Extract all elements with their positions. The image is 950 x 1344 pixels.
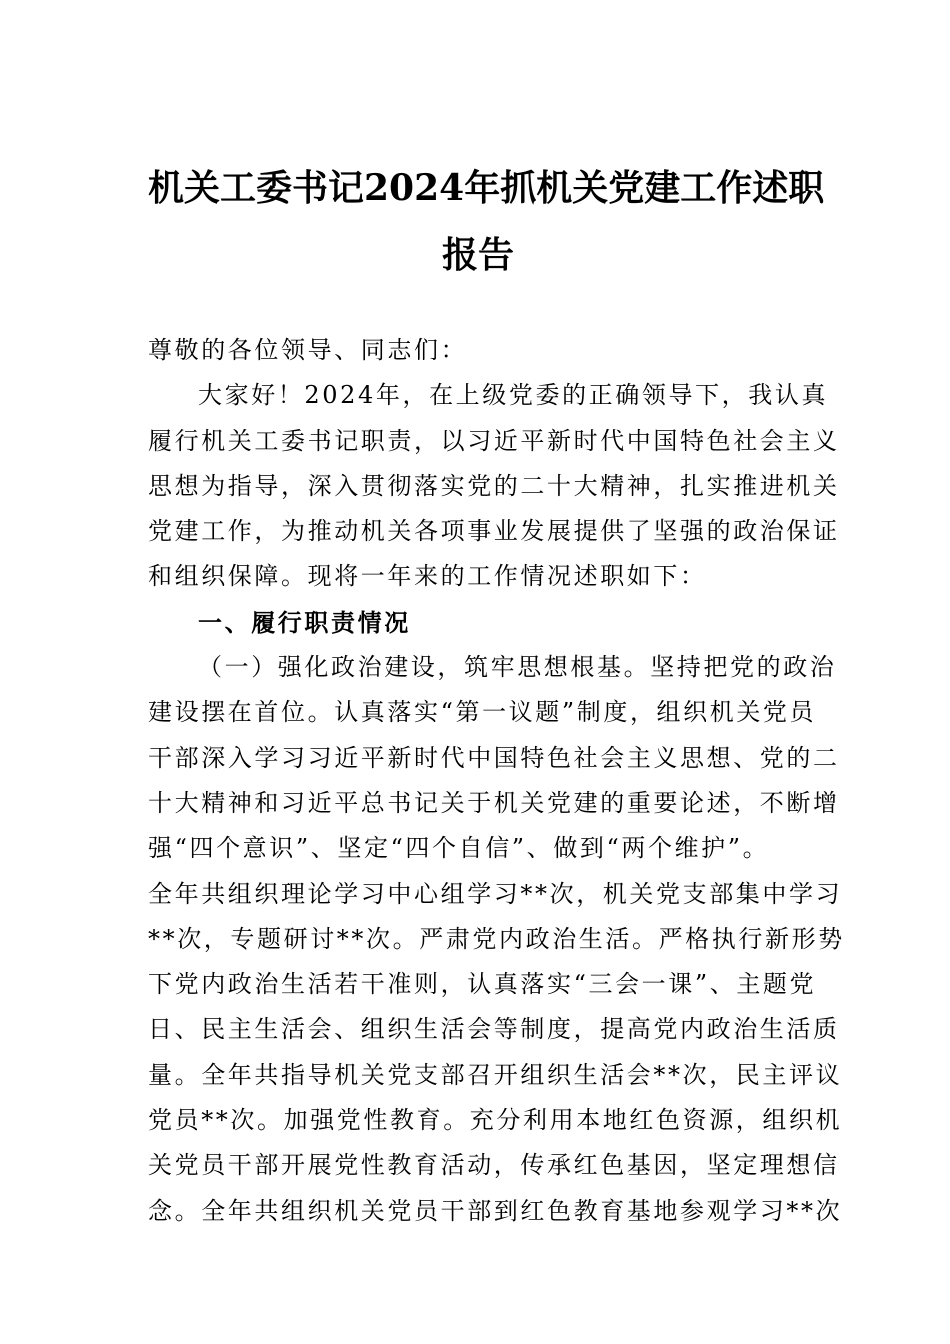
document-body bbox=[148, 328, 845, 1234]
paragraph-line: 日、民主生活会、组织生活会等制度，提高党内政治生活质 bbox=[148, 1015, 840, 1044]
paragraph-line: 下党内政治生活若干准则，认真落实“三会一课”、主题党 bbox=[148, 970, 817, 999]
paragraph-line: 履行机关工委书记职责，以习近平新时代中国特色社会主义 bbox=[148, 426, 840, 455]
paragraph-line: 思想为指导，深入贯彻落实党的二十大精神，扎实推进机关 bbox=[148, 471, 840, 500]
section-heading: 一、履行职责情况 bbox=[198, 607, 411, 637]
paragraph-line: 量。全年共指导机关党支部召开组织生活会**次，民主评议 bbox=[148, 1060, 843, 1089]
paragraph-line: 建设摆在首位。认真落实“第一议题”制度，组织机关党员 bbox=[148, 698, 817, 727]
paragraph-line: 和组织保障。现将一年来的工作情况述职如下： bbox=[148, 562, 707, 591]
paragraph-line: 全年共组织理论学习中心组学习**次，机关党支部集中学习 bbox=[148, 879, 843, 908]
paragraph-line: 党员**次。加强党性教育。充分利用本地红色资源，组织机 bbox=[148, 1106, 843, 1135]
document-title-line-2: 报告 bbox=[441, 234, 514, 276]
paragraph-line: 大家好！2024年，在上级党委的正确领导下，我认真 bbox=[198, 381, 829, 410]
paragraph-line: **次，专题研讨**次。严肃党内政治生活。严格执行新形势 bbox=[148, 924, 845, 953]
paragraph-line: 党建工作，为推动机关各项事业发展提供了坚强的政治保证 bbox=[148, 517, 840, 546]
paragraph-line: 十大精神和习近平总书记关于机关党建的重要论述，不断增 bbox=[148, 788, 840, 817]
document-title-line-1: 机关工委书记2024年抓机关党建工作述职 bbox=[148, 167, 825, 209]
salutation: 尊敬的各位领导、同志们： bbox=[148, 336, 468, 364]
paragraph-line: （一）强化政治建设，筑牢思想根基。坚持把党的政治 bbox=[198, 653, 837, 682]
paragraph-line: 强“四个意识”、坚定“四个自信”、做到“两个维护”。 bbox=[148, 834, 770, 863]
paragraph-line: 关党员干部开展党性教育活动，传承红色基因，坚定理想信 bbox=[148, 1151, 840, 1180]
paragraph-line: 干部深入学习习近平新时代中国特色社会主义思想、党的二 bbox=[148, 743, 840, 772]
paragraph-line: 念。全年共组织机关党员干部到红色教育基地参观学习**次 bbox=[148, 1196, 843, 1225]
